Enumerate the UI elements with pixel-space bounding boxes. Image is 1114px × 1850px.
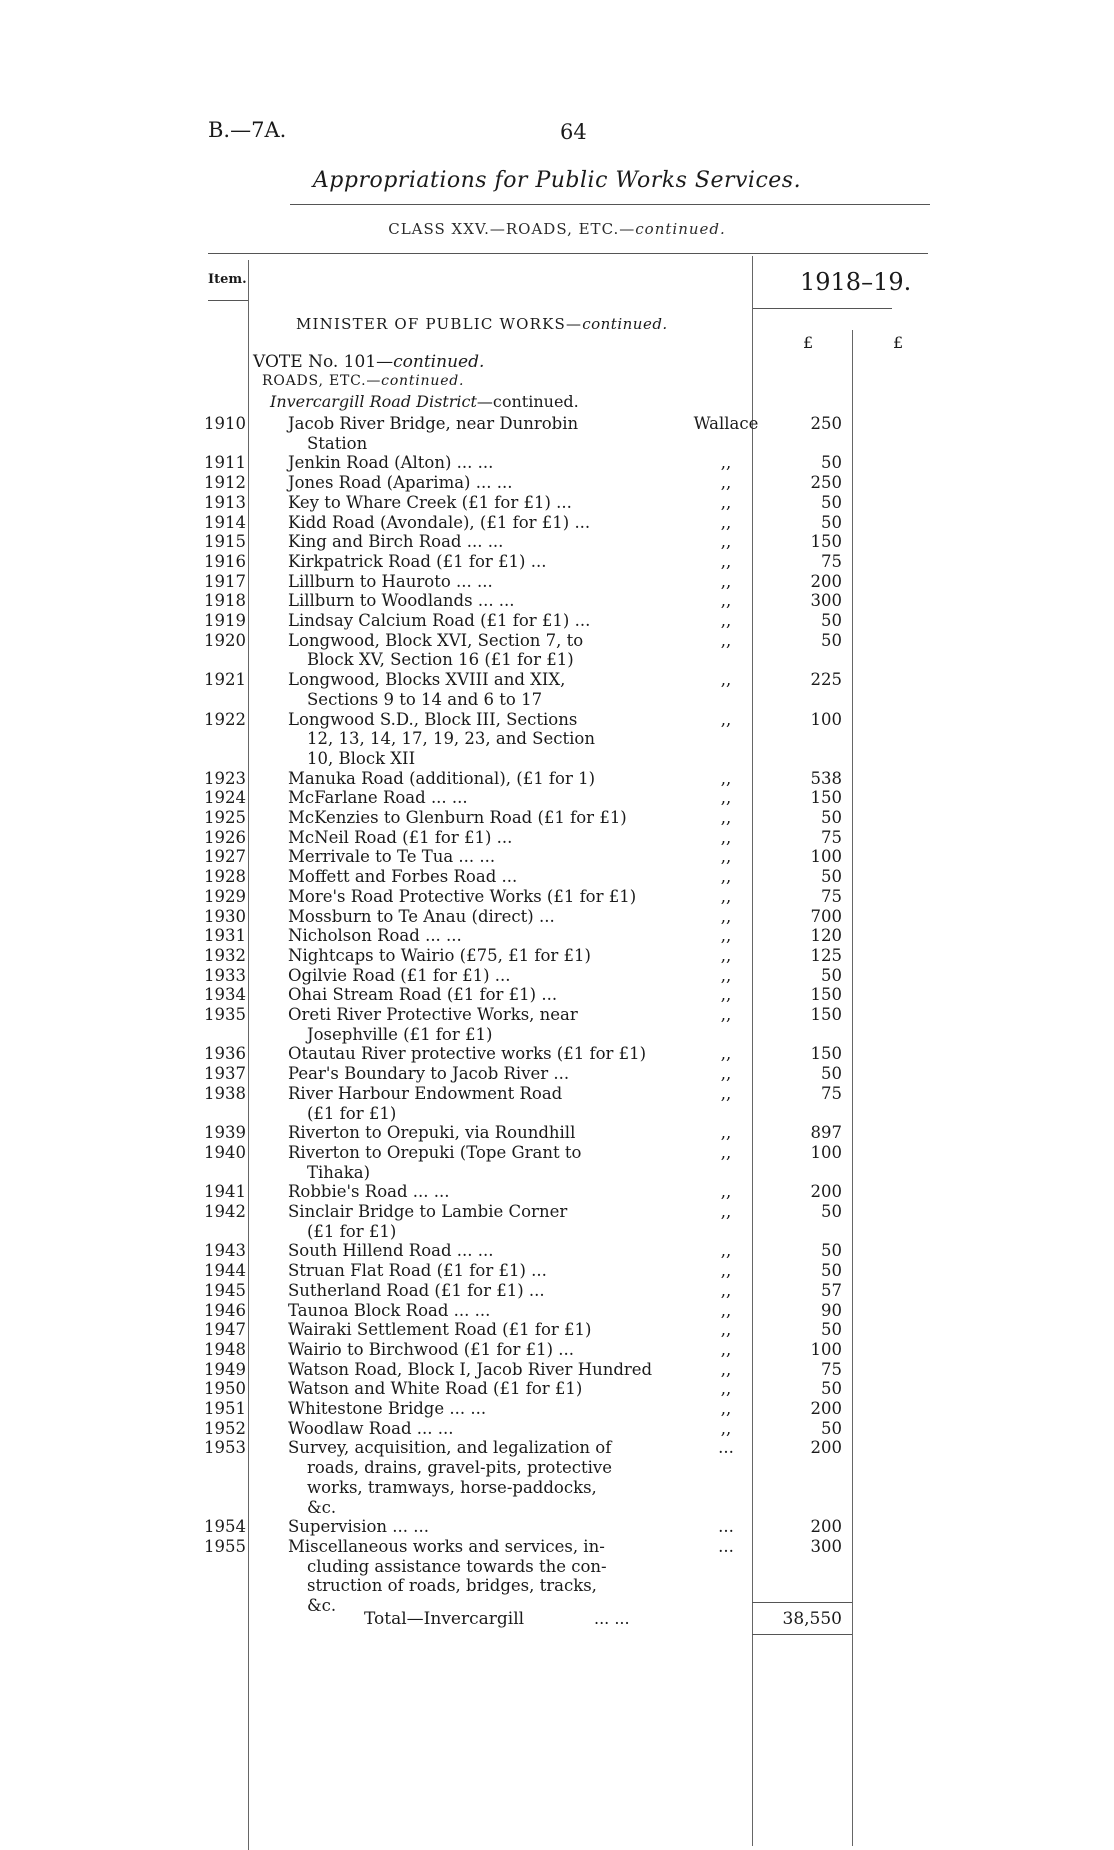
description-line: Wairio to Birchwood (£1 for £1) ... — [288, 1339, 575, 1359]
electorate: ,, — [720, 571, 732, 591]
description-line: Sutherland Road (£1 for £1) ... — [288, 1280, 545, 1300]
electorate: ,, — [720, 768, 732, 788]
amount: 100 — [810, 709, 842, 729]
description-continuation: Station — [307, 433, 368, 453]
description-line: Riverton to Orepuki, via Roundhill — [288, 1123, 576, 1143]
item-description — [288, 532, 683, 552]
amount: 50 — [821, 492, 842, 512]
item-description — [288, 1537, 683, 1616]
item-number: 1936 — [204, 1044, 246, 1064]
section-continued: continued. — [381, 373, 465, 389]
item-number: 1920 — [204, 630, 246, 650]
district-text: Invercargill Road District — [270, 392, 477, 411]
item-number: 1916 — [204, 551, 246, 571]
item-description — [288, 1320, 683, 1340]
item-description — [288, 966, 683, 986]
item-number: 1947 — [204, 1320, 246, 1340]
item-description — [288, 453, 683, 473]
electorate: ,, — [720, 1005, 732, 1024]
item-number: 1954 — [204, 1517, 246, 1537]
amount: 57 — [821, 1280, 842, 1300]
description-continuation: 10, Block XII — [307, 748, 416, 768]
amount: 150 — [810, 985, 842, 1005]
class-heading-continued: continued. — [635, 220, 726, 238]
description-continuation: works, tramways, horse-paddocks, — [307, 1477, 597, 1497]
description-line: Lindsay Calcium Road (£1 for £1) ... — [288, 611, 591, 630]
item-header-rule — [208, 300, 248, 301]
item-description — [288, 611, 683, 631]
description-line: Watson and White Road (£1 for £1) — [288, 1379, 583, 1399]
description-line: Otautau River protective works (£1 for £1) — [288, 1044, 647, 1064]
electorate: ,, — [720, 847, 732, 867]
electorate: ,, — [720, 886, 732, 906]
item-number: 1929 — [204, 886, 246, 906]
amount: 250 — [810, 473, 842, 493]
amount: 120 — [810, 926, 842, 946]
electorate: ,, — [720, 492, 732, 512]
year-column-header: 1918–19. — [800, 268, 912, 296]
item-number: 1949 — [204, 1359, 246, 1379]
electorate: ... — [718, 1517, 734, 1537]
item-description — [288, 631, 683, 670]
total-amount: 38,550 — [782, 1609, 842, 1629]
vote-continued: continued. — [393, 352, 485, 372]
amount: 50 — [821, 867, 842, 887]
item-number: 1934 — [204, 985, 246, 1005]
electorate: Wallace — [693, 414, 759, 433]
amount: 200 — [810, 1517, 842, 1537]
electorate: ,, — [720, 926, 732, 946]
description-line: Supervision ... ... — [288, 1517, 430, 1537]
amount: 75 — [821, 827, 842, 847]
page-title: Appropriations for Public Works Services. — [312, 168, 802, 193]
electorate: ... — [718, 1536, 734, 1556]
item-number: 1955 — [204, 1536, 246, 1556]
ministry-heading — [296, 315, 668, 333]
electorate: ,, — [720, 551, 732, 571]
description-line: Sinclair Bridge to Lambie Corner — [288, 1202, 568, 1221]
amount: 50 — [821, 611, 842, 630]
class-rule — [208, 253, 928, 254]
amount: 897 — [810, 1123, 842, 1143]
amount: 200 — [810, 571, 842, 591]
description-line: Nicholson Road ... ... — [288, 926, 462, 946]
vote-heading — [253, 352, 484, 372]
description-continuation: (£1 for £1) — [307, 1221, 397, 1241]
currency-symbol-2: £ — [893, 333, 904, 352]
amount: 50 — [821, 1241, 842, 1261]
amount: 100 — [810, 1339, 842, 1359]
description-line: Woodlaw Road ... ... — [288, 1418, 454, 1438]
amount: 150 — [810, 1005, 842, 1024]
district-heading — [270, 392, 579, 411]
electorate: ,, — [720, 1418, 732, 1438]
item-description — [288, 591, 683, 611]
item-number: 1926 — [204, 827, 246, 847]
description-line: Key to Whare Creek (£1 for £1) ... — [288, 492, 572, 512]
item-description — [288, 1517, 683, 1537]
item-description — [288, 1261, 683, 1281]
item-description — [288, 552, 683, 572]
item-description — [288, 985, 683, 1005]
description-line: Kirkpatrick Road (£1 for £1) ... — [288, 551, 547, 571]
item-number: 1914 — [204, 512, 246, 532]
total-rule-bottom — [752, 1634, 852, 1635]
electorate: ,, — [720, 453, 732, 473]
description-line: Watson Road, Block I, Jacob River Hundred — [288, 1359, 653, 1379]
electorate: ,, — [720, 906, 732, 926]
amount: 300 — [810, 591, 842, 611]
item-description — [288, 1182, 683, 1202]
description-line: Lillburn to Woodlands ... ... — [288, 591, 515, 611]
item-number: 1921 — [204, 670, 246, 690]
item-column-rule — [248, 260, 249, 1850]
item-description — [288, 1399, 683, 1419]
description-continuation: &c. — [307, 1497, 337, 1517]
item-description — [288, 828, 683, 848]
item-description — [288, 710, 683, 769]
item-number: 1933 — [204, 965, 246, 985]
description-line: Miscellaneous works and services, in- — [288, 1536, 605, 1556]
amount: 50 — [821, 965, 842, 985]
description-line: Riverton to Orepuki (Tope Grant to — [288, 1142, 582, 1162]
description-line: McFarlane Road ... ... — [288, 788, 468, 808]
description-line: Jacob River Bridge, near Dunrobin — [288, 414, 579, 433]
description-line: River Harbour Endowment Road — [288, 1083, 563, 1103]
item-description — [288, 926, 683, 946]
item-number: 1941 — [204, 1182, 246, 1202]
electorate: ,, — [720, 1182, 732, 1202]
electorate: ,, — [720, 788, 732, 808]
amount-right-rule — [852, 330, 853, 1846]
amount: 50 — [821, 1202, 842, 1221]
electorate: ,, — [720, 532, 732, 552]
description-continuation: Josephville (£1 for £1) — [307, 1024, 493, 1044]
electorate: ,, — [720, 1044, 732, 1064]
item-number: 1952 — [204, 1418, 246, 1438]
electorate: ,, — [720, 1123, 732, 1143]
electorate: ,, — [720, 827, 732, 847]
item-number: 1910 — [204, 414, 246, 433]
amount: 75 — [821, 1083, 842, 1103]
amount: 538 — [810, 768, 842, 788]
total-rule-top — [752, 1602, 852, 1603]
description-line: Merrivale to Te Tua ... ... — [288, 847, 496, 867]
item-number: 1925 — [204, 808, 246, 827]
amount: 200 — [810, 1399, 842, 1418]
electorate: ,, — [720, 630, 732, 650]
description-line: Mossburn to Te Anau (direct) ... — [288, 906, 555, 926]
electorate: ,, — [720, 1083, 732, 1103]
item-description — [288, 572, 683, 592]
amount: 100 — [810, 847, 842, 867]
amount: 50 — [821, 1418, 842, 1438]
item-number: 1946 — [204, 1300, 246, 1320]
description-continuation: struction of roads, bridges, tracks, — [307, 1576, 597, 1596]
amount: 90 — [821, 1300, 842, 1320]
paper-reference: B.—7A. — [208, 118, 287, 142]
description-line: Whitestone Bridge ... ... — [288, 1399, 487, 1418]
item-description — [288, 1084, 683, 1123]
amount: 50 — [821, 1379, 842, 1399]
description-line: Ogilvie Road (£1 for £1) ... — [288, 965, 511, 985]
vote-text: VOTE No. 101— — [253, 352, 394, 372]
item-description — [288, 670, 683, 709]
description-line: Kidd Road (Avondale), (£1 for £1) ... — [288, 512, 591, 532]
electorate: ,, — [720, 611, 732, 630]
district-continued: —continued. — [476, 392, 579, 411]
amount: 125 — [810, 945, 842, 965]
item-description — [288, 1438, 683, 1517]
electorate: ,, — [720, 985, 732, 1005]
description-line: McNeil Road (£1 for £1) ... — [288, 827, 513, 847]
item-number: 1939 — [204, 1123, 246, 1143]
ministry-text: MINISTER OF PUBLIC WORKS— — [296, 315, 583, 333]
item-number: 1938 — [204, 1083, 246, 1103]
electorate: ,, — [720, 1241, 732, 1261]
electorate: ,, — [720, 1320, 732, 1340]
item-description — [288, 907, 683, 927]
item-description — [288, 1044, 683, 1064]
amount: 150 — [810, 788, 842, 808]
electorate: ,, — [720, 1379, 732, 1399]
amount: 75 — [821, 551, 842, 571]
description-line: Longwood, Block XVI, Section 7, to — [288, 630, 584, 650]
electorate: ,, — [720, 965, 732, 985]
item-description — [288, 1064, 683, 1084]
description-line: McKenzies to Glenburn Road (£1 for £1) — [288, 808, 627, 827]
item-description — [288, 887, 683, 907]
amount: 250 — [810, 414, 842, 433]
item-description — [288, 1360, 683, 1380]
total-dots: ... ... — [594, 1609, 630, 1628]
electorate: ,, — [720, 473, 732, 493]
electorate: ,, — [720, 1399, 732, 1418]
item-number: 1922 — [204, 709, 246, 729]
item-number: 1948 — [204, 1339, 246, 1359]
description-line: Robbie's Road ... ... — [288, 1182, 450, 1202]
electorate: ,, — [720, 1359, 732, 1379]
class-heading-text: CLASS XXV.—ROADS, ETC.— — [388, 220, 636, 238]
description-line: Oreti River Protective Works, near — [288, 1005, 578, 1024]
description-line: Manuka Road (additional), (£1 for 1) — [288, 768, 596, 788]
electorate: ,, — [720, 1202, 732, 1221]
item-description — [288, 788, 683, 808]
amount: 50 — [821, 453, 842, 473]
class-heading — [0, 220, 1114, 238]
item-description — [288, 1123, 683, 1143]
electorate: ,, — [720, 1280, 732, 1300]
item-description — [288, 513, 683, 533]
description-continuation: &c. — [307, 1596, 337, 1615]
electorate: ,, — [720, 1064, 732, 1084]
electorate: ,, — [720, 591, 732, 611]
item-number: 1942 — [204, 1202, 246, 1221]
description-continuation: Tihaka) — [307, 1162, 371, 1182]
section-text: ROADS, ETC.— — [262, 373, 382, 389]
amount: 50 — [821, 1064, 842, 1084]
description-continuation: Block XV, Section 16 (£1 for £1) — [307, 650, 574, 670]
description-continuation: Sections 9 to 14 and 6 to 17 — [307, 689, 543, 709]
item-description — [288, 847, 683, 867]
item-description — [288, 1340, 683, 1360]
item-description — [288, 1281, 683, 1301]
amount: 150 — [810, 1044, 842, 1064]
description-line: Jenkin Road (Alton) ... ... — [288, 453, 494, 473]
item-number: 1917 — [204, 571, 246, 591]
currency-symbol-1: £ — [803, 333, 814, 352]
electorate: ,, — [720, 1142, 732, 1162]
item-number: 1918 — [204, 591, 246, 611]
description-line: Survey, acquisition, and legalization of — [288, 1438, 612, 1458]
item-column-header: Item. — [208, 272, 247, 287]
item-description — [288, 1005, 683, 1044]
amount: 75 — [821, 886, 842, 906]
description-line: Jones Road (Aparima) ... ... — [288, 473, 513, 493]
section-heading — [262, 373, 464, 389]
item-number: 1913 — [204, 492, 246, 512]
amount: 50 — [821, 512, 842, 532]
description-line: Pear's Boundary to Jacob River ... — [288, 1064, 570, 1084]
item-description — [288, 769, 683, 789]
item-description — [288, 1202, 683, 1241]
item-number: 1937 — [204, 1064, 246, 1084]
total-label: Total—Invercargill — [364, 1609, 525, 1629]
description-line: Moffett and Forbes Road ... — [288, 867, 518, 887]
item-number: 1935 — [204, 1005, 246, 1024]
item-number: 1924 — [204, 788, 246, 808]
year-header-rule — [752, 308, 892, 309]
electorate: ,, — [720, 1261, 732, 1281]
electorate: ,, — [720, 808, 732, 827]
item-number: 1923 — [204, 768, 246, 788]
ministry-continued: continued. — [582, 315, 668, 333]
item-number: 1932 — [204, 945, 246, 965]
amount: 100 — [810, 1142, 842, 1162]
item-description — [288, 1419, 683, 1439]
description-line: South Hillend Road ... ... — [288, 1241, 494, 1261]
description-line: Nightcaps to Wairio (£75, £1 for £1) — [288, 945, 591, 965]
amount: 150 — [810, 532, 842, 552]
electorate: ,, — [720, 1339, 732, 1359]
item-description — [288, 414, 683, 453]
description-line: Longwood S.D., Block III, Sections — [288, 709, 578, 729]
description-line: Lillburn to Hauroto ... ... — [288, 571, 493, 591]
item-number: 1951 — [204, 1399, 246, 1418]
page-number: 64 — [560, 120, 587, 144]
item-number: 1912 — [204, 473, 246, 493]
item-description — [288, 946, 683, 966]
item-number: 1943 — [204, 1241, 246, 1261]
electorate: ,, — [720, 670, 732, 690]
amount: 50 — [821, 1320, 842, 1340]
item-number: 1945 — [204, 1280, 246, 1300]
amount: 75 — [821, 1359, 842, 1379]
item-number: 1915 — [204, 532, 246, 552]
item-number: 1927 — [204, 847, 246, 867]
amount: 300 — [810, 1536, 842, 1556]
description-line: Longwood, Blocks XVIII and XIX, — [288, 670, 566, 690]
item-number: 1930 — [204, 906, 246, 926]
amount: 200 — [810, 1182, 842, 1202]
description-line: Taunoa Block Road ... ... — [288, 1300, 491, 1320]
amount: 50 — [821, 1261, 842, 1281]
item-number: 1944 — [204, 1261, 246, 1281]
item-number: 1919 — [204, 611, 246, 630]
amount: 50 — [821, 630, 842, 650]
item-description — [288, 493, 683, 513]
item-description — [288, 867, 683, 887]
item-description — [288, 1241, 683, 1261]
description-continuation: 12, 13, 14, 17, 19, 23, and Section — [307, 729, 595, 749]
item-description — [288, 473, 683, 493]
electorate: ,, — [720, 1300, 732, 1320]
item-number: 1940 — [204, 1142, 246, 1162]
description-line: Struan Flat Road (£1 for £1) ... — [288, 1261, 547, 1281]
amount: 200 — [810, 1438, 842, 1458]
description-line: King and Birch Road ... ... — [288, 532, 504, 552]
item-number: 1928 — [204, 867, 246, 887]
item-number: 1931 — [204, 926, 246, 946]
amount: 225 — [810, 670, 842, 690]
amount: 700 — [810, 906, 842, 926]
item-description — [288, 808, 683, 828]
title-rule — [290, 204, 930, 205]
item-description — [288, 1143, 683, 1182]
item-number: 1911 — [204, 453, 246, 473]
electorate: ... — [718, 1438, 734, 1458]
description-continuation: cluding assistance towards the con- — [307, 1556, 607, 1576]
item-description — [288, 1379, 683, 1399]
description-continuation: roads, drains, gravel-pits, protective — [307, 1458, 612, 1478]
item-description — [288, 1301, 683, 1321]
description-line: Wairaki Settlement Road (£1 for £1) — [288, 1320, 592, 1340]
electorate: ,, — [720, 512, 732, 532]
description-line: Ohai Stream Road (£1 for £1) ... — [288, 985, 558, 1005]
item-number: 1953 — [204, 1438, 246, 1458]
item-number: 1950 — [204, 1379, 246, 1399]
electorate: ,, — [720, 709, 732, 729]
description-line: More's Road Protective Works (£1 for £1) — [288, 886, 637, 906]
amount: 50 — [821, 808, 842, 827]
description-continuation: (£1 for £1) — [307, 1103, 397, 1123]
electorate: ,, — [720, 945, 732, 965]
electorate: ,, — [720, 867, 732, 887]
